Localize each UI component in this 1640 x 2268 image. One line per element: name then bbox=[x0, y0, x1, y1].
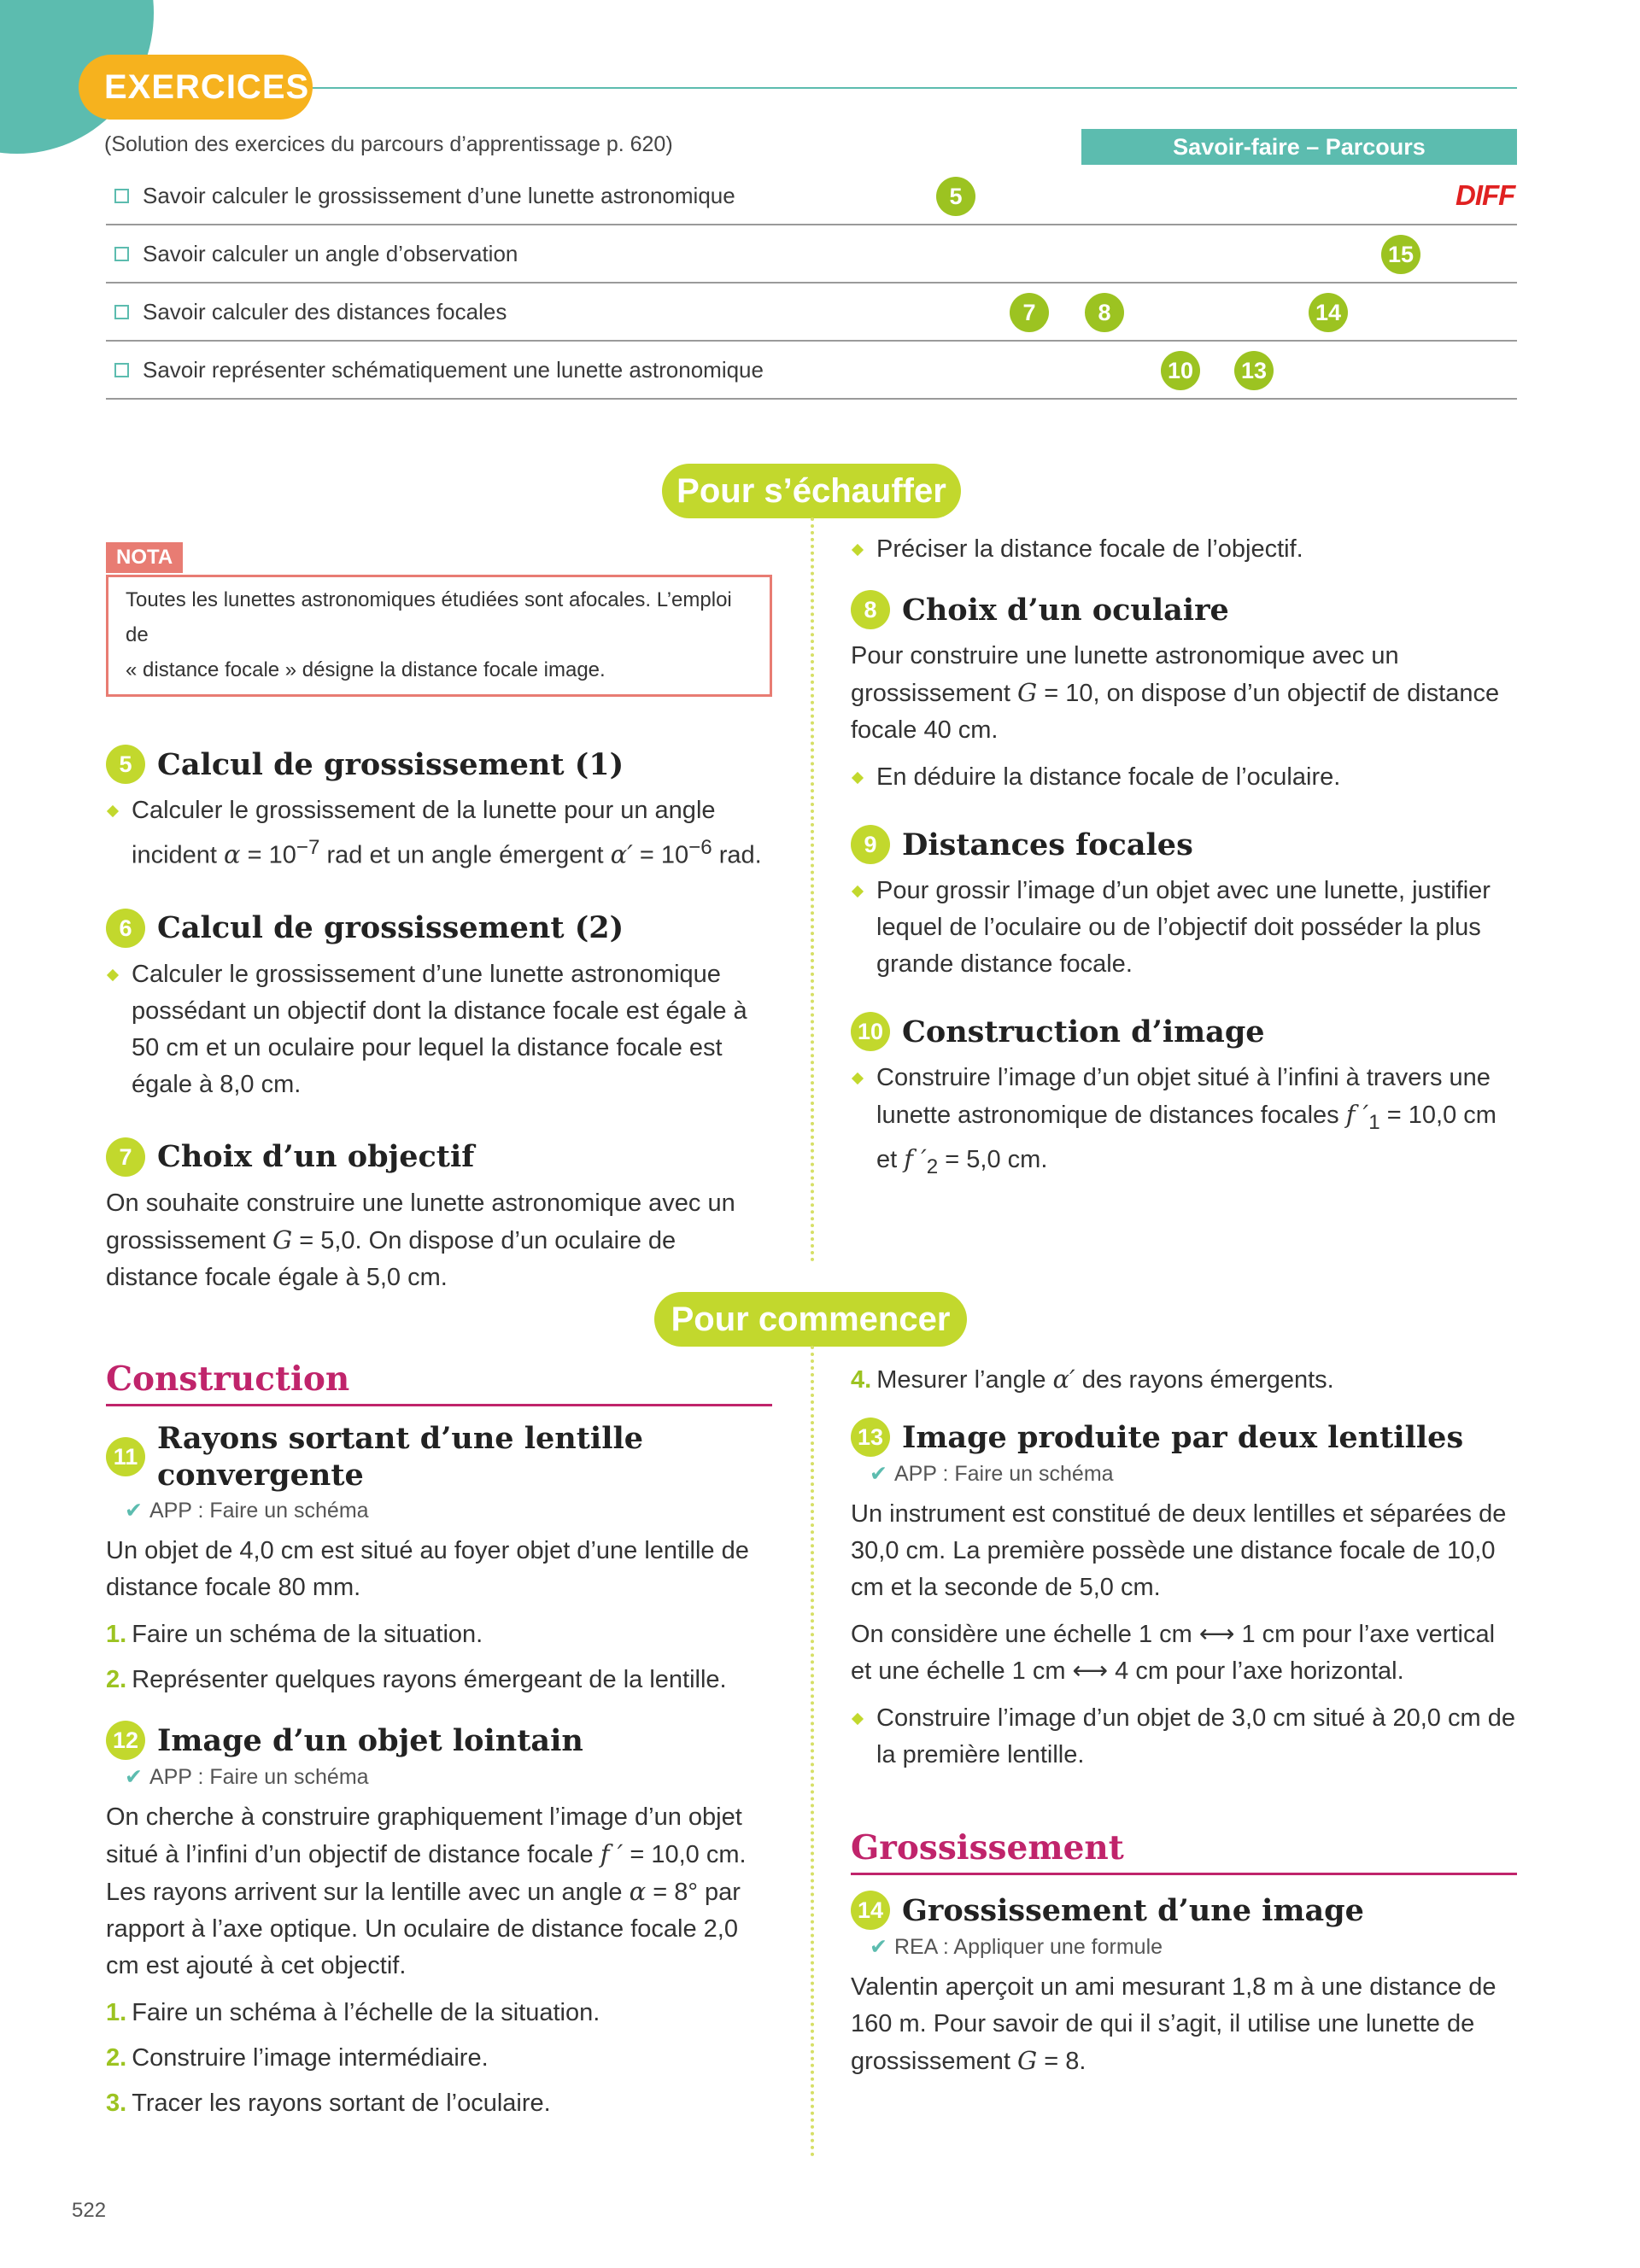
skill-row bbox=[106, 342, 1517, 400]
exercise-name: Distances focales bbox=[902, 827, 1193, 862]
exercise-13-title bbox=[851, 1418, 1517, 1457]
exercise-7-text: On souhaite construire une lunette astronomique avec un grossissement G = 5,0. On dispose d’un oculaire de distance focale égale à 5,0 cm. bbox=[106, 1189, 735, 1291]
numbered-item: 2. Représenter quelques rayons émergeant de la lentille. bbox=[106, 1666, 727, 1693]
exercise-6-title bbox=[106, 909, 772, 948]
checkbox-icon[interactable] bbox=[114, 189, 129, 203]
exercise-name: Calcul de grossissement (1) bbox=[157, 746, 624, 782]
numbered-item: 1. Faire un schéma à l’échelle de la situation. bbox=[106, 1999, 600, 2026]
exercise-name: Calcul de grossissement (2) bbox=[157, 910, 624, 946]
checkbox-icon[interactable] bbox=[114, 363, 129, 377]
section-title-pour-sechauffer: Pour s’échauffer bbox=[662, 464, 961, 518]
left-column-2 bbox=[106, 1356, 772, 2131]
exercise-11-title bbox=[106, 1420, 772, 1493]
skill-tag: ✔ APP : Faire un schéma bbox=[870, 1462, 1114, 1486]
exercise-number: 14 bbox=[851, 1891, 890, 1930]
exercise-name: Choix d’un objectif bbox=[157, 1139, 475, 1175]
exercise-name: Image d’un objet lointain bbox=[157, 1722, 583, 1758]
exercise-name: Image produite par deux lentilles bbox=[902, 1419, 1464, 1455]
exercise-10-title bbox=[851, 1012, 1517, 1051]
right-column-2 bbox=[851, 1361, 1517, 2090]
exercise-9-title bbox=[851, 825, 1517, 864]
exercise-number: 9 bbox=[851, 825, 890, 864]
double-arrow-icon: ⟷ bbox=[1072, 1657, 1109, 1685]
skill-tag: ✔ REA : Appliquer une formule bbox=[870, 1935, 1163, 1959]
numbered-item: 4. Mesurer l’angle α′ des rayons émergents. bbox=[851, 1365, 1334, 1394]
solution-note: (Solution des exercices du parcours d’apprentissage p. 620) bbox=[104, 132, 673, 156]
column-separator bbox=[811, 517, 814, 1262]
skill-label: Savoir calculer des distances focales bbox=[143, 299, 507, 324]
exercise-number: 7 bbox=[106, 1137, 145, 1177]
exercise-number: 12 bbox=[106, 1721, 145, 1760]
exercices-badge: EXERCICES bbox=[79, 55, 313, 120]
skill-label: Savoir calculer le grossissement d’une lunette astronomique bbox=[143, 183, 735, 208]
exercise-5-title bbox=[106, 745, 772, 784]
checkbox-icon[interactable] bbox=[114, 247, 129, 261]
exercise-8-title bbox=[851, 590, 1517, 629]
skill-label: Savoir représenter schématiquement une lunette astronomique bbox=[143, 357, 764, 383]
exercise-8-text: Pour construire une lunette astronomique avec un grossissement G = 10, on dispose d’un objectif de distance focale 40 cm. bbox=[851, 642, 1500, 744]
skill-label: Savoir calculer un angle d’observation bbox=[143, 241, 518, 266]
nota-line: Toutes les lunettes astronomiques étudiées sont afocales. L’emploi de bbox=[126, 588, 732, 646]
page-number: 522 bbox=[72, 2199, 107, 2222]
diff-label: DIFF bbox=[1456, 179, 1515, 211]
double-arrow-icon: ⟷ bbox=[1198, 1621, 1235, 1648]
construction-heading: Construction bbox=[106, 1356, 772, 1406]
exercise-7-title bbox=[106, 1137, 772, 1177]
right-column-1 bbox=[851, 531, 1517, 1194]
exercise-number: 8 bbox=[851, 590, 890, 629]
exercise-5-bullet: Calculer le grossissement de la lunette pour un angle incident $\alpha = 10^{-7}$ rad et un angle émergent $\alpha' = 10^{-6}$ rad. bbox=[106, 792, 772, 874]
exercise-number-badge[interactable]: 7 bbox=[1010, 293, 1049, 332]
exercise-name: Construction d’image bbox=[902, 1014, 1265, 1049]
nota-tag: NOTA bbox=[106, 542, 183, 573]
exercise-number: 5 bbox=[106, 745, 145, 784]
check-icon: ✔ bbox=[870, 1462, 887, 1486]
numbered-item: 3. Tracer les rayons sortant de l’oculaire. bbox=[106, 2090, 551, 2117]
exercise-10-bullet: Construire l’image d’un objet situé à l’infini à travers une lunette astronomique de distances focales f $'_1 = 10,0$ cm et f $'_2 = 5,0$ cm. bbox=[851, 1060, 1517, 1185]
section-title-pour-commencer: Pour commencer bbox=[654, 1292, 967, 1347]
skill-tag: ✔ APP : Faire un schéma bbox=[125, 1765, 369, 1789]
exercise-number-badge[interactable]: 13 bbox=[1234, 351, 1274, 390]
nota-text bbox=[106, 575, 772, 697]
exercise-13-scale: On considère une échelle 1 cm ⟷ 1 cm pour l’axe vertical et une échelle 1 cm ⟷ 4 cm pour l’axe horizontal. bbox=[851, 1621, 1496, 1685]
exercise-number: 13 bbox=[851, 1418, 890, 1457]
checkbox-icon[interactable] bbox=[114, 305, 129, 319]
exercise-14-text: Valentin aperçoit un ami mesurant 1,8 m à une distance de 160 m. Pour savoir de qui il s’agit, il utilise une lunette de grossissement G = 8. bbox=[851, 1973, 1496, 2075]
header-rule bbox=[313, 87, 1517, 89]
exercise-6-bullet: Calculer le grossissement d’une lunette astronomique possédant un objectif dont la distance focale est égale à 50 cm et un oculaire pour lequel la distance focale est égale à 8,0 cm. bbox=[106, 956, 772, 1103]
exercise-name: Rayons sortant d’une lentille convergente bbox=[157, 1421, 644, 1493]
exercise-9-bullet: Pour grossir l’image d’un objet avec une lunette, justifier lequel de l’oculaire ou de l’objectif doit posséder la plus grande distance focale. bbox=[851, 873, 1517, 983]
skill-tag: ✔ APP : Faire un schéma bbox=[125, 1499, 369, 1523]
exercise-number: 6 bbox=[106, 909, 145, 948]
nota-box bbox=[106, 538, 772, 697]
skill-row bbox=[106, 167, 1517, 225]
exercise-number-badge[interactable]: 8 bbox=[1085, 293, 1124, 332]
left-column-1 bbox=[106, 538, 772, 1306]
exercise-number-badge[interactable]: 14 bbox=[1309, 293, 1348, 332]
numbered-item: 1. Faire un schéma de la situation. bbox=[106, 1621, 483, 1648]
exercise-number-badge[interactable]: 15 bbox=[1381, 235, 1420, 274]
skill-row bbox=[106, 284, 1517, 342]
exercise-name: Choix d’un oculaire bbox=[902, 592, 1229, 628]
savoir-faire-banner: Savoir-faire – Parcours d’apprentissage bbox=[1081, 129, 1517, 165]
exercise-name: Grossissement d’une image bbox=[902, 1892, 1364, 1928]
exercise-12-text: On cherche à construire graphiquement l’image d’un objet situé à l’infini d’un objectif de distance focale f ′ = 10,0 cm. Les rayons arrivent sur la lentille avec un angle α = 8° par rapport à l’axe optique. Un oculaire de distance focale 2,0 cm est ajouté à cet objectif. bbox=[106, 1803, 747, 1979]
check-icon: ✔ bbox=[870, 1935, 887, 1959]
grossissement-heading: Grossissement bbox=[851, 1825, 1517, 1875]
exercise-8-bullet: En déduire la distance focale de l’oculaire. bbox=[851, 759, 1517, 796]
skill-row bbox=[106, 225, 1517, 284]
exercise-12-title bbox=[106, 1721, 772, 1760]
exercise-14-title bbox=[851, 1891, 1517, 1930]
exercise-number-badge[interactable]: 10 bbox=[1161, 351, 1200, 390]
check-icon: ✔ bbox=[125, 1499, 143, 1523]
column-separator bbox=[811, 1346, 814, 2157]
exercise-number: 10 bbox=[851, 1012, 890, 1051]
numbered-item: 2. Construire l’image intermédiaire. bbox=[106, 2044, 489, 2072]
exercise-number-badge[interactable]: 5 bbox=[936, 177, 975, 216]
exercise-number: 11 bbox=[106, 1437, 145, 1476]
skills-table bbox=[106, 167, 1517, 400]
exercise-13-text: Un instrument est constitué de deux lentilles et séparées de 30,0 cm. La première possède une distance focale de 10,0 cm et la seconde de 5,0 cm. bbox=[851, 1500, 1507, 1601]
exercise-7-bullet: Préciser la distance focale de l’objectif. bbox=[851, 531, 1517, 568]
nota-line: « distance focale » désigne la distance focale image. bbox=[126, 658, 606, 681]
exercise-13-bullet: Construire l’image d’un objet de 3,0 cm situé à 20,0 cm de la première lentille. bbox=[851, 1700, 1517, 1774]
check-icon: ✔ bbox=[125, 1765, 143, 1789]
exercise-11-text: Un objet de 4,0 cm est situé au foyer objet d’une lentille de distance focale 80 mm. bbox=[106, 1537, 749, 1601]
